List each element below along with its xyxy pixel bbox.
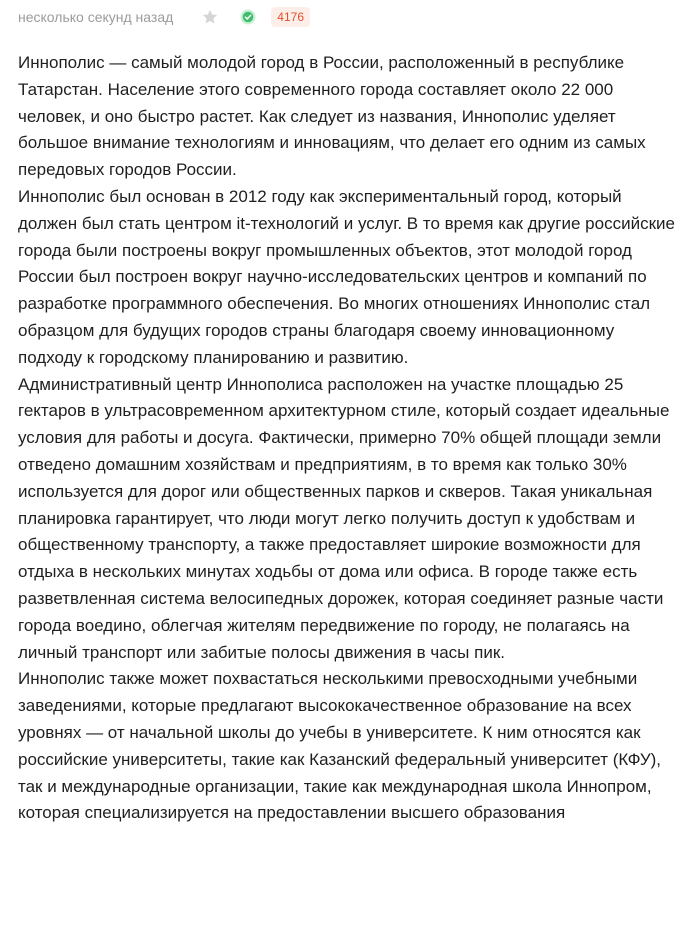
article-body — [18, 50, 679, 827]
article-meta-bar — [18, 0, 679, 34]
post-timestamp: несколько секунд назад — [18, 9, 174, 25]
check-circle-icon — [239, 8, 257, 26]
article-paragraph: Иннополис был основан в 2012 году как экспериментальный город, который должен был стать центром it-технологий и услуг. В то время как другие российские города были построены вокруг промышленных объектов, этот молодой город России был построен вокруг научно-исследовательских центров и компаний по разработке программного обеспечения. Во многих отношениях Иннополис стал образцом для будущих городов страны благодаря своему инновационному подходу к городскому планированию и развитию. — [18, 186, 675, 367]
article-paragraph: Административный центр Иннополиса расположен на участке площадью 25 гектаров в ультрасовременном архитектурном стиле, который создает идеальные условия для работы и досуга. Фактически, примерно 70% общей площади земли отведено домашним хозяйствам и предприятиям, в то время как только 30% используется для дорог или общественных парков и скверов. Такая уникальная планировка гарантирует, что люди могут легко получить доступ к удобствам и общественному транспорту, а также предоставляет широкие возможности для отдыха в нескольких минутах ходьбы от дома или офиса. В городе также есть разветвленная система велосипедных дорожек, которая соединяет разные части города воедино, облегчая жителям передвижение по городу, не полагаясь на личный транспорт или забитые полосы движения в часы пик. — [18, 374, 670, 662]
article-paragraph: Иннополис также может похвастаться несколькими превосходными учебными заведениями, которые предлагают высококачественное образование на всех уровнях — от начальной школы до учебы в университете. К ним относятся как российские университеты, такие как Казанский федеральный университет (КФУ), так и международные организации, такие как международная школа Иннопром, которая специализируется на предоставлении высшего образования — [18, 669, 662, 823]
views-count-badge: 4176 — [271, 7, 310, 27]
star-icon[interactable] — [201, 8, 219, 26]
article-paragraph: Иннополис — самый молодой город в России, расположенный в республике Татарстан. Население этого современного города составляет около 22 000 человек, и оно быстро растет. Как следует из названия, Иннополис уделяет большое внимание технологиям и инновациям, что делает его одним из самых передовых городов России. — [18, 53, 646, 180]
